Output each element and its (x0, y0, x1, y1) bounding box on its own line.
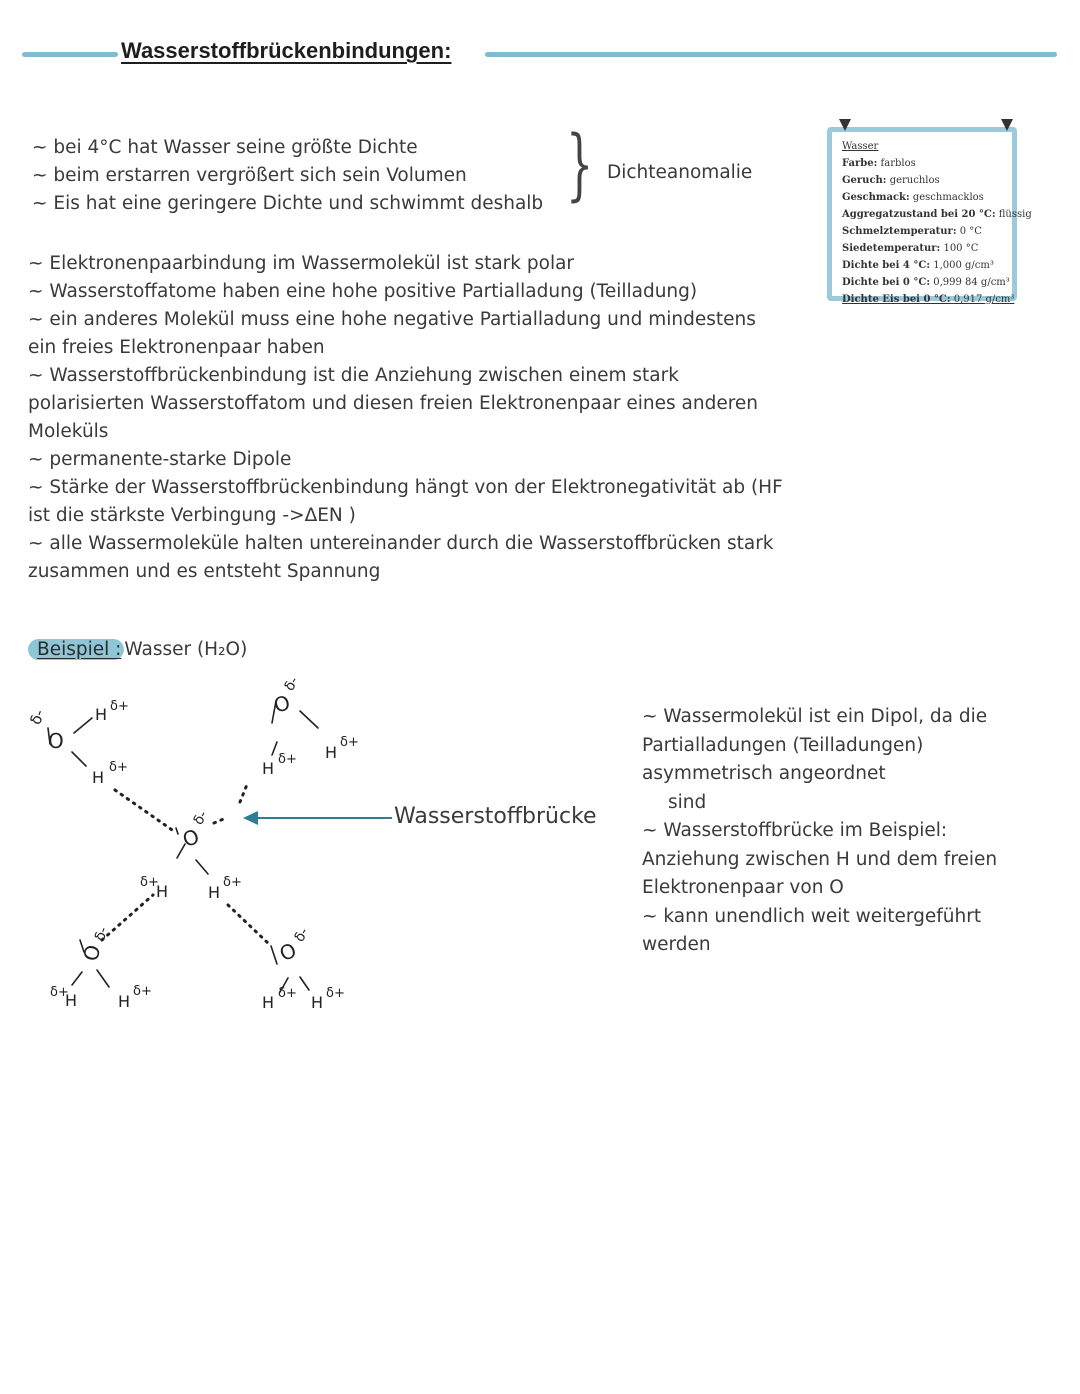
example-label: Wasser (H₂O) (124, 639, 248, 660)
atom-oxygen: O (275, 937, 301, 967)
atom-hydrogen: H (95, 705, 108, 724)
partial-charge-positive: δ+ (223, 875, 242, 890)
atom-hydrogen: H (262, 759, 275, 778)
partial-charge-negative: δ- (190, 808, 212, 828)
bullet-line: ~ Wasserstoffbrückenbindung ist die Anziehung zwischen einem stark (28, 365, 679, 386)
atom-hydrogen: H (208, 883, 221, 902)
atom-hydrogen: H (311, 993, 324, 1012)
dipole-explanation (642, 703, 997, 960)
atom-oxygen: O (78, 942, 106, 964)
partial-charge-positive: δ+ (110, 699, 129, 714)
bullet-line: ~ Elektronenpaarbindung im Wassermolekül ist stark polar (28, 253, 575, 274)
explanation-line: Partialladungen (Teilladungen) (642, 734, 924, 756)
bullet-line: polarisierten Wasserstoffatom und diesen freien Elektronenpaar eines anderen (28, 393, 759, 414)
partial-charge-negative: δ- (26, 707, 49, 727)
partial-charge-positive: δ+ (326, 986, 345, 1001)
explanation-line: asymmetrisch angeordnet (642, 763, 886, 784)
explanation-line: ~ Wasserstoffbrücke im Beispiel: (642, 820, 948, 841)
bullet-line: Moleküls (28, 421, 109, 442)
bullet-line: ~ Wasserstoffatome haben eine hohe positive Partialladung (Teilladung) (28, 281, 698, 302)
example-badge: Beispiel : (28, 639, 124, 660)
atom-hydrogen: H (262, 993, 275, 1012)
atom-oxygen: O (271, 690, 293, 718)
partial-charge-positive: δ+ (109, 760, 128, 775)
partial-charge-positive: δ+ (50, 985, 69, 1000)
atom-hydrogen: H (325, 743, 338, 762)
partial-charge-negative: δ- (291, 925, 313, 945)
explanation-line: sind (668, 791, 707, 813)
explanation-line: Elektronenpaar von O (642, 877, 844, 898)
explanation-line: ~ kann unendlich weit weitergeführt (642, 905, 982, 927)
partial-charge-positive: δ+ (340, 735, 359, 750)
explanation-line: ~ Wassermolekül ist ein Dipol, da die (642, 706, 988, 727)
atom-hydrogen: H (65, 991, 78, 1010)
anomaly-point: ~ Eis hat eine geringere Dichte und schwimmt deshalb (32, 193, 544, 214)
card-heading: Wasser (842, 141, 879, 152)
partial-charge-positive: δ+ (278, 986, 297, 1001)
anomaly-label: Dichteanomalie (607, 162, 753, 183)
partial-charge-negative: δ- (91, 924, 112, 944)
partial-charge-positive: δ+ (278, 752, 297, 767)
card-row: Dichte Eis bei 0 °C: 0,917 g/cm³ (842, 294, 1015, 305)
curly-brace-icon: } (566, 120, 594, 210)
explanation-line: Anziehung zwischen H und dem freien (642, 848, 998, 870)
card-row: Farbe: farblos (842, 158, 916, 169)
card-row: Dichte bei 4 °C: 1,000 g/cm³ (842, 260, 994, 271)
card-row: Geschmack: geschmacklos (842, 192, 984, 203)
bullet-line: ~ Stärke der Wasserstoffbrückenbindung hängt von der Elektronegativität ab (HF (28, 477, 783, 498)
anomaly-point: ~ beim erstarren vergrößert sich sein Volumen (32, 165, 467, 186)
partial-charge-positive: δ+ (133, 984, 152, 999)
atom-oxygen: O (179, 824, 203, 852)
card-row: Siedetemperatur: 100 °C (842, 243, 979, 254)
bullet-line: ~ alle Wassermoleküle halten untereinander durch die Wasserstoffbrücken stark (28, 533, 774, 554)
bullet-line: zusammen und es entsteht Spannung (28, 561, 381, 582)
card-row: Schmelztemperatur: 0 °C (842, 226, 982, 237)
anomaly-point: ~ bei 4°C hat Wasser seine größte Dichte (32, 137, 418, 158)
bullet-line: ~ permanente-starke Dipole (28, 449, 292, 470)
arrow-label: Wasserstoffbrücke (394, 804, 597, 829)
atom-hydrogen: H (156, 882, 169, 901)
card-row: Aggregatzustand bei 20 °C: flüssig (842, 209, 1032, 220)
partial-charge-negative: δ- (281, 674, 303, 694)
bullet-line: ein freies Elektronenpaar haben (28, 337, 325, 358)
bullet-line: ~ ein anderes Molekül muss eine hohe negative Partialladung und mindestens (28, 309, 756, 330)
card-row: Geruch: geruchlos (842, 175, 940, 186)
atom-hydrogen: H (118, 992, 131, 1011)
page-title: Wasserstoffbrückenbindungen: (121, 38, 452, 63)
atom-oxygen: O (48, 729, 64, 753)
partial-charge-positive: δ+ (140, 875, 159, 890)
atom-hydrogen: H (92, 768, 105, 787)
card-row: Dichte bei 0 °C: 0,999 84 g/cm³ (842, 277, 1010, 288)
bullet-line: ist die stärkste Verbingung ->ΔEN ) (28, 505, 356, 526)
explanation-line: werden (642, 934, 711, 955)
